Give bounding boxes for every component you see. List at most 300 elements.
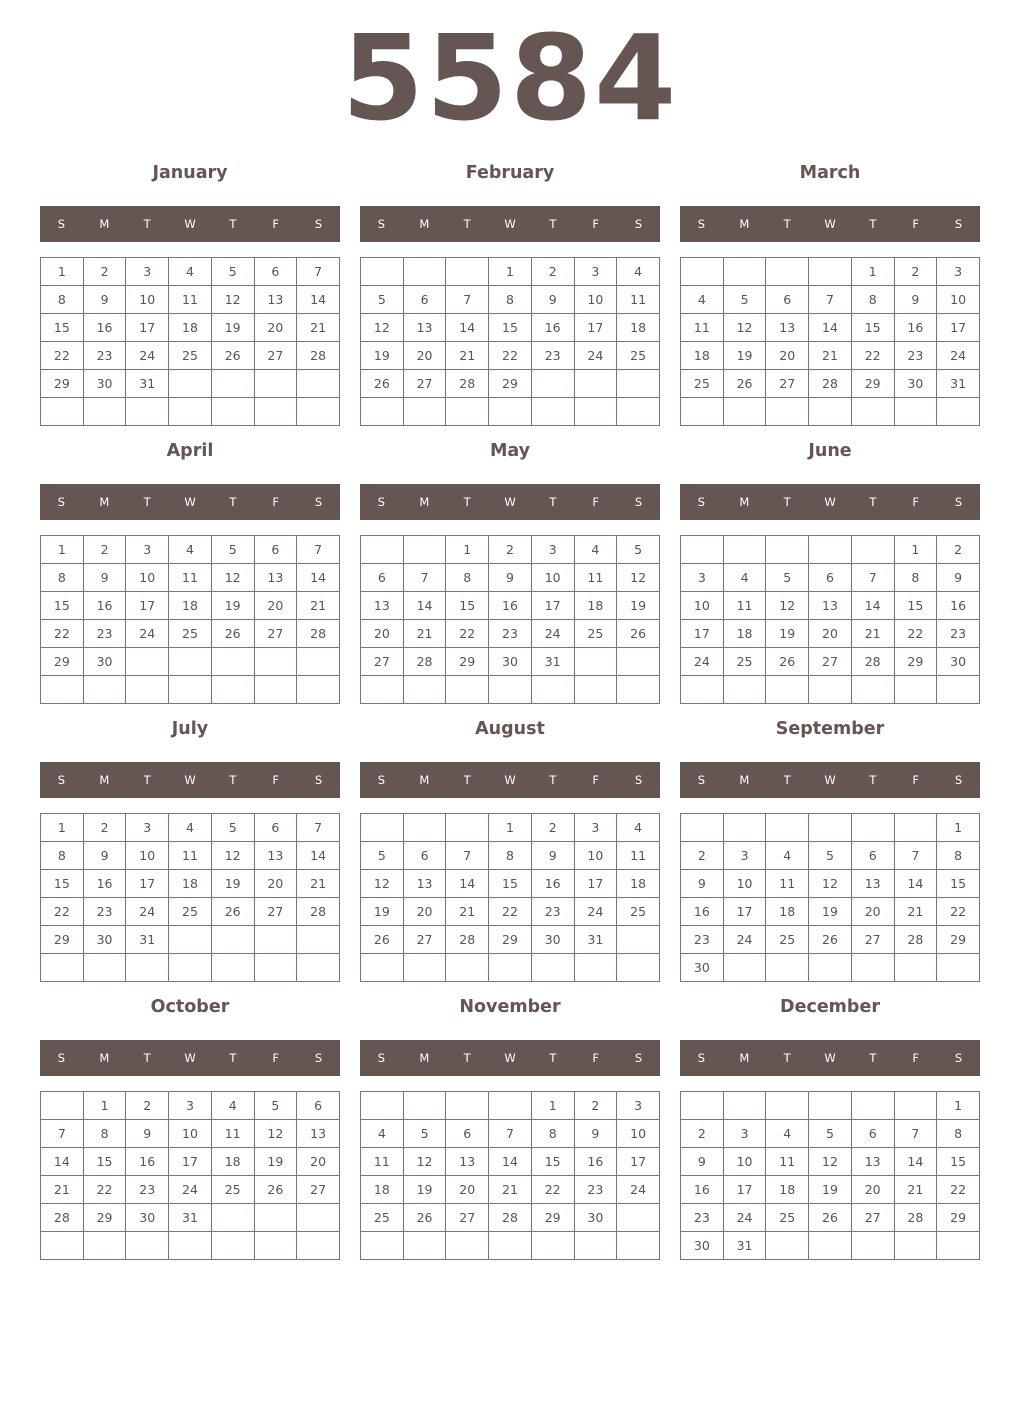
- day-cell: 23: [681, 1204, 724, 1232]
- month-name: August: [475, 719, 545, 739]
- empty-day-cell: [489, 1232, 532, 1260]
- empty-day-cell: [254, 1204, 297, 1232]
- week-row: [681, 814, 980, 842]
- day-cell: 13: [254, 286, 297, 314]
- day-cell: 2: [937, 536, 980, 564]
- empty-day-cell: [574, 1232, 617, 1260]
- day-cell: 27: [809, 648, 852, 676]
- day-cell: 18: [766, 1176, 809, 1204]
- day-cell: 29: [531, 1204, 574, 1232]
- week-row: [41, 342, 340, 370]
- day-cell: 9: [531, 286, 574, 314]
- empty-day-cell: [211, 676, 254, 704]
- day-cell: 26: [766, 648, 809, 676]
- empty-day-cell: [723, 954, 766, 982]
- weekday-label: F: [912, 773, 920, 787]
- day-cell: 27: [254, 342, 297, 370]
- day-cell: 14: [851, 592, 894, 620]
- day-cell: 13: [254, 564, 297, 592]
- day-cell: 29: [851, 370, 894, 398]
- day-cell: 18: [361, 1176, 404, 1204]
- day-cell: 18: [681, 342, 724, 370]
- weekday-label: M: [99, 495, 110, 509]
- day-grid: [680, 1091, 980, 1260]
- day-cell: 10: [937, 286, 980, 314]
- day-cell: 29: [446, 648, 489, 676]
- day-cell: 9: [894, 286, 937, 314]
- day-cell: 10: [723, 870, 766, 898]
- day-cell: 17: [723, 1176, 766, 1204]
- empty-day-cell: [446, 1092, 489, 1120]
- day-cell: 30: [83, 926, 126, 954]
- week-row: [681, 648, 980, 676]
- day-cell: 30: [937, 648, 980, 676]
- week-row: [361, 898, 660, 926]
- empty-day-cell: [211, 1232, 254, 1260]
- day-cell: 26: [723, 370, 766, 398]
- empty-day-cell: [403, 536, 446, 564]
- day-cell: 26: [403, 1204, 446, 1232]
- day-cell: 16: [83, 314, 126, 342]
- day-cell: 27: [254, 898, 297, 926]
- day-cell: 17: [126, 314, 169, 342]
- day-cell: 25: [169, 342, 212, 370]
- day-cell: 20: [446, 1176, 489, 1204]
- weekday-label: W: [824, 773, 836, 787]
- day-cell: 21: [297, 592, 340, 620]
- weekday-label: T: [463, 1051, 471, 1065]
- empty-day-cell: [169, 370, 212, 398]
- weekday-label: S: [377, 1051, 386, 1065]
- weekday-label: F: [592, 217, 600, 231]
- empty-day-cell: [723, 398, 766, 426]
- day-cell: 9: [574, 1120, 617, 1148]
- day-cell: 16: [574, 1148, 617, 1176]
- empty-day-cell: [297, 1204, 340, 1232]
- weekday-label: T: [869, 495, 877, 509]
- week-row: [681, 1092, 980, 1120]
- day-cell: 12: [809, 1148, 852, 1176]
- empty-day-cell: [617, 1232, 660, 1260]
- day-cell: 11: [169, 286, 212, 314]
- day-cell: 15: [937, 1148, 980, 1176]
- empty-day-cell: [574, 648, 617, 676]
- day-cell: 12: [809, 870, 852, 898]
- day-cell: 8: [41, 564, 84, 592]
- day-cell: 16: [489, 592, 532, 620]
- day-cell: 12: [361, 314, 404, 342]
- day-cell: 3: [574, 258, 617, 286]
- weekday-label: W: [504, 495, 516, 509]
- day-cell: 26: [211, 620, 254, 648]
- day-cell: 15: [894, 592, 937, 620]
- day-cell: 4: [723, 564, 766, 592]
- day-cell: 19: [361, 898, 404, 926]
- empty-day-cell: [297, 648, 340, 676]
- weekday-label: F: [272, 1051, 280, 1065]
- day-cell: 15: [937, 870, 980, 898]
- empty-day-cell: [617, 648, 660, 676]
- day-cell: 9: [937, 564, 980, 592]
- day-cell: 7: [446, 286, 489, 314]
- day-cell: 25: [361, 1204, 404, 1232]
- weekday-label: S: [314, 1051, 323, 1065]
- empty-day-cell: [169, 676, 212, 704]
- day-cell: 28: [809, 370, 852, 398]
- day-cell: 29: [41, 370, 84, 398]
- day-cell: 1: [937, 1092, 980, 1120]
- empty-day-cell: [809, 1092, 852, 1120]
- day-cell: 8: [937, 842, 980, 870]
- day-grid: [360, 535, 660, 704]
- day-cell: 8: [851, 286, 894, 314]
- weekday-header: [360, 762, 660, 798]
- day-cell: 23: [83, 342, 126, 370]
- empty-day-cell: [403, 1092, 446, 1120]
- day-cell: 15: [446, 592, 489, 620]
- empty-day-cell: [403, 814, 446, 842]
- day-cell: 24: [723, 926, 766, 954]
- week-row: [41, 1092, 340, 1120]
- day-cell: 4: [617, 258, 660, 286]
- day-cell: 31: [723, 1232, 766, 1260]
- weekday-label: T: [783, 495, 791, 509]
- weekday-label: T: [229, 495, 237, 509]
- day-cell: 7: [297, 814, 340, 842]
- day-cell: 8: [83, 1120, 126, 1148]
- day-cell: 29: [83, 1204, 126, 1232]
- day-cell: 9: [126, 1120, 169, 1148]
- empty-day-cell: [723, 1092, 766, 1120]
- day-cell: 5: [211, 814, 254, 842]
- empty-day-cell: [766, 1092, 809, 1120]
- weekday-label: S: [377, 495, 386, 509]
- empty-day-cell: [211, 648, 254, 676]
- empty-day-cell: [489, 676, 532, 704]
- day-cell: 12: [211, 286, 254, 314]
- week-row: [361, 398, 660, 426]
- week-row: [361, 926, 660, 954]
- day-cell: 25: [169, 898, 212, 926]
- day-cell: 30: [531, 926, 574, 954]
- weekday-label: M: [739, 217, 750, 231]
- day-cell: 26: [254, 1176, 297, 1204]
- day-cell: 27: [297, 1176, 340, 1204]
- week-row: [681, 314, 980, 342]
- empty-day-cell: [297, 954, 340, 982]
- weekday-label: T: [229, 217, 237, 231]
- empty-day-cell: [723, 258, 766, 286]
- empty-day-cell: [851, 1232, 894, 1260]
- day-cell: 13: [809, 592, 852, 620]
- empty-day-cell: [766, 258, 809, 286]
- week-row: [681, 1148, 980, 1176]
- day-cell: 23: [83, 620, 126, 648]
- day-cell: 11: [723, 592, 766, 620]
- empty-day-cell: [403, 258, 446, 286]
- empty-day-cell: [809, 258, 852, 286]
- day-cell: 1: [851, 258, 894, 286]
- day-cell: 6: [809, 564, 852, 592]
- day-cell: 6: [254, 258, 297, 286]
- day-cell: 8: [446, 564, 489, 592]
- day-cell: 5: [766, 564, 809, 592]
- day-cell: 10: [723, 1148, 766, 1176]
- empty-day-cell: [723, 676, 766, 704]
- day-cell: 18: [617, 870, 660, 898]
- weekday-label: T: [463, 217, 471, 231]
- day-cell: 11: [681, 314, 724, 342]
- week-row: [41, 1204, 340, 1232]
- empty-day-cell: [254, 1232, 297, 1260]
- empty-day-cell: [83, 1232, 126, 1260]
- week-row: [681, 370, 980, 398]
- day-cell: 16: [681, 898, 724, 926]
- day-cell: 21: [403, 620, 446, 648]
- empty-day-cell: [894, 954, 937, 982]
- day-cell: 25: [766, 1204, 809, 1232]
- week-row: [361, 370, 660, 398]
- week-row: [41, 398, 340, 426]
- empty-day-cell: [723, 536, 766, 564]
- day-cell: 16: [126, 1148, 169, 1176]
- day-cell: 17: [617, 1148, 660, 1176]
- day-cell: 20: [809, 620, 852, 648]
- day-cell: 31: [574, 926, 617, 954]
- day-cell: 23: [489, 620, 532, 648]
- day-cell: 1: [489, 258, 532, 286]
- weekday-label: F: [592, 495, 600, 509]
- empty-day-cell: [851, 814, 894, 842]
- day-cell: 21: [851, 620, 894, 648]
- weekday-label: W: [504, 773, 516, 787]
- day-cell: 24: [169, 1176, 212, 1204]
- empty-day-cell: [851, 398, 894, 426]
- empty-day-cell: [254, 398, 297, 426]
- day-cell: 19: [211, 314, 254, 342]
- day-cell: 9: [83, 564, 126, 592]
- weekday-label: M: [419, 217, 430, 231]
- day-cell: 11: [617, 286, 660, 314]
- week-row: [361, 1176, 660, 1204]
- empty-day-cell: [403, 676, 446, 704]
- day-cell: 23: [531, 898, 574, 926]
- empty-day-cell: [211, 926, 254, 954]
- weekday-label: S: [314, 773, 323, 787]
- day-cell: 26: [361, 926, 404, 954]
- day-grid: [360, 257, 660, 426]
- empty-day-cell: [169, 926, 212, 954]
- month-name: April: [166, 441, 214, 461]
- day-cell: 8: [937, 1120, 980, 1148]
- day-cell: 2: [83, 536, 126, 564]
- day-cell: 10: [126, 842, 169, 870]
- day-cell: 30: [681, 1232, 724, 1260]
- empty-day-cell: [681, 814, 724, 842]
- weekday-label: W: [184, 495, 196, 509]
- empty-day-cell: [254, 370, 297, 398]
- empty-day-cell: [894, 398, 937, 426]
- day-cell: 2: [681, 842, 724, 870]
- day-cell: 2: [83, 814, 126, 842]
- day-cell: 19: [211, 592, 254, 620]
- day-cell: 7: [851, 564, 894, 592]
- empty-day-cell: [361, 814, 404, 842]
- weekday-label: W: [504, 1051, 516, 1065]
- day-cell: 18: [617, 314, 660, 342]
- day-cell: 12: [766, 592, 809, 620]
- empty-day-cell: [169, 1232, 212, 1260]
- empty-day-cell: [937, 954, 980, 982]
- empty-day-cell: [617, 676, 660, 704]
- day-cell: 21: [809, 342, 852, 370]
- day-cell: 20: [361, 620, 404, 648]
- weekday-label: S: [697, 1051, 706, 1065]
- weekday-label: T: [549, 773, 557, 787]
- day-cell: 28: [446, 926, 489, 954]
- day-cell: 14: [297, 842, 340, 870]
- day-cell: 2: [531, 814, 574, 842]
- day-cell: 13: [403, 870, 446, 898]
- day-cell: 1: [937, 814, 980, 842]
- day-cell: 11: [169, 842, 212, 870]
- day-cell: 24: [126, 620, 169, 648]
- empty-day-cell: [41, 1232, 84, 1260]
- day-cell: 24: [937, 342, 980, 370]
- day-cell: 27: [403, 926, 446, 954]
- empty-day-cell: [574, 370, 617, 398]
- day-cell: 19: [766, 620, 809, 648]
- day-grid: [40, 813, 340, 982]
- day-cell: 28: [41, 1204, 84, 1232]
- day-cell: 7: [41, 1120, 84, 1148]
- day-cell: 30: [681, 954, 724, 982]
- weekday-label: F: [912, 495, 920, 509]
- empty-day-cell: [894, 676, 937, 704]
- day-cell: 21: [41, 1176, 84, 1204]
- empty-day-cell: [254, 926, 297, 954]
- day-cell: 22: [41, 898, 84, 926]
- week-row: [41, 286, 340, 314]
- day-cell: 5: [723, 286, 766, 314]
- empty-day-cell: [126, 676, 169, 704]
- empty-day-cell: [41, 954, 84, 982]
- week-row: [41, 536, 340, 564]
- weekday-label: S: [954, 1051, 963, 1065]
- day-cell: 13: [297, 1120, 340, 1148]
- empty-day-cell: [809, 1232, 852, 1260]
- day-cell: 27: [361, 648, 404, 676]
- day-cell: 22: [489, 898, 532, 926]
- week-row: [361, 842, 660, 870]
- day-cell: 25: [211, 1176, 254, 1204]
- day-cell: 1: [83, 1092, 126, 1120]
- weekday-header: [680, 762, 980, 798]
- empty-day-cell: [83, 398, 126, 426]
- week-row: [41, 620, 340, 648]
- empty-day-cell: [361, 258, 404, 286]
- week-row: [681, 1120, 980, 1148]
- empty-day-cell: [681, 536, 724, 564]
- day-cell: 12: [254, 1120, 297, 1148]
- day-cell: 2: [83, 258, 126, 286]
- empty-day-cell: [681, 1092, 724, 1120]
- weekday-label: M: [739, 773, 750, 787]
- day-cell: 26: [361, 370, 404, 398]
- day-cell: 17: [531, 592, 574, 620]
- day-grid: [40, 257, 340, 426]
- day-cell: 31: [126, 370, 169, 398]
- empty-day-cell: [297, 926, 340, 954]
- day-cell: 28: [297, 898, 340, 926]
- day-cell: 17: [169, 1148, 212, 1176]
- day-cell: 28: [851, 648, 894, 676]
- day-cell: 24: [617, 1176, 660, 1204]
- day-cell: 25: [574, 620, 617, 648]
- day-cell: 14: [403, 592, 446, 620]
- day-cell: 29: [937, 926, 980, 954]
- weekday-label: T: [143, 217, 151, 231]
- day-cell: 9: [489, 564, 532, 592]
- day-cell: 9: [83, 842, 126, 870]
- day-cell: 20: [851, 1176, 894, 1204]
- day-cell: 16: [894, 314, 937, 342]
- day-cell: 5: [403, 1120, 446, 1148]
- weekday-label: W: [824, 217, 836, 231]
- empty-day-cell: [446, 676, 489, 704]
- day-cell: 6: [297, 1092, 340, 1120]
- weekday-label: T: [549, 217, 557, 231]
- weekday-label: M: [419, 773, 430, 787]
- day-cell: 12: [211, 564, 254, 592]
- weekday-label: S: [634, 1051, 643, 1065]
- day-cell: 24: [574, 898, 617, 926]
- empty-day-cell: [403, 398, 446, 426]
- day-cell: 18: [169, 870, 212, 898]
- day-cell: 22: [489, 342, 532, 370]
- weekday-label: T: [229, 1051, 237, 1065]
- day-cell: 8: [41, 842, 84, 870]
- weekday-header: [680, 1040, 980, 1076]
- day-cell: 22: [851, 342, 894, 370]
- day-cell: 1: [531, 1092, 574, 1120]
- empty-day-cell: [169, 398, 212, 426]
- empty-day-cell: [211, 954, 254, 982]
- empty-day-cell: [361, 1232, 404, 1260]
- day-cell: 27: [766, 370, 809, 398]
- weekday-label: S: [57, 217, 66, 231]
- weekday-label: S: [57, 495, 66, 509]
- day-cell: 3: [574, 814, 617, 842]
- empty-day-cell: [254, 648, 297, 676]
- weekday-label: T: [783, 1051, 791, 1065]
- day-cell: 6: [446, 1120, 489, 1148]
- day-cell: 21: [894, 1176, 937, 1204]
- day-cell: 1: [446, 536, 489, 564]
- week-row: [41, 814, 340, 842]
- day-cell: 5: [809, 1120, 852, 1148]
- week-row: [41, 314, 340, 342]
- weekday-label: S: [954, 495, 963, 509]
- day-grid: [360, 813, 660, 982]
- empty-day-cell: [531, 398, 574, 426]
- week-row: [41, 842, 340, 870]
- week-row: [681, 926, 980, 954]
- weekday-label: M: [99, 217, 110, 231]
- empty-day-cell: [617, 398, 660, 426]
- empty-day-cell: [41, 398, 84, 426]
- day-cell: 29: [894, 648, 937, 676]
